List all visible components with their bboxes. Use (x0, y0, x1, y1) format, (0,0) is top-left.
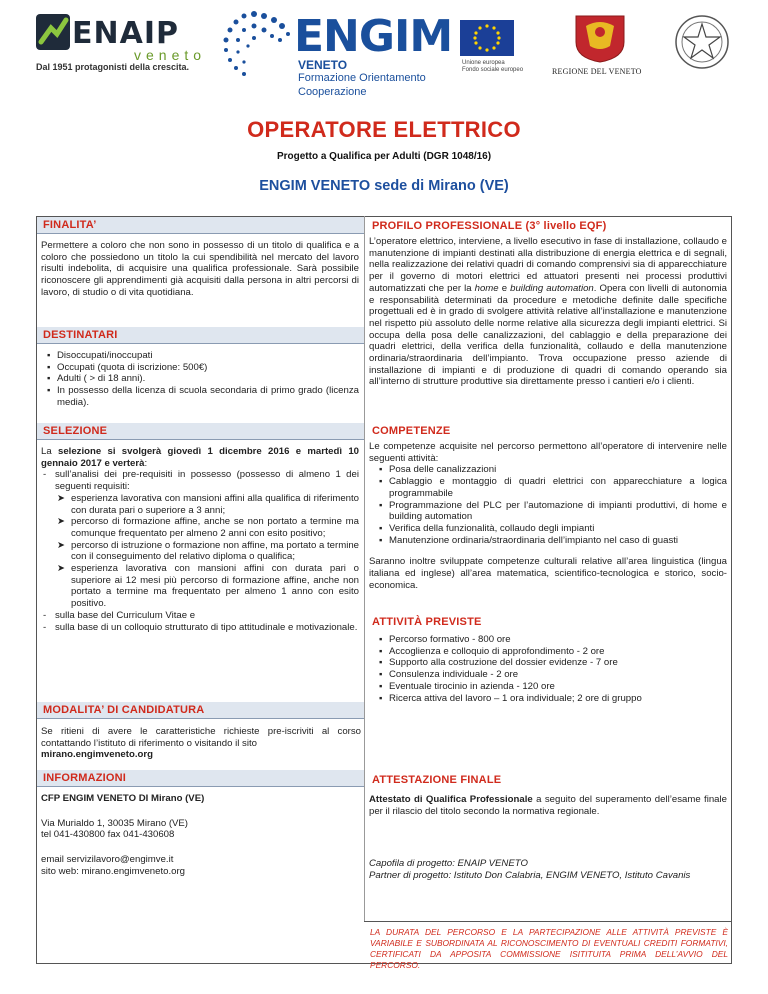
column-divider (364, 216, 365, 921)
modalita-heading: MODALITA’ DI CANDIDATURA (37, 702, 364, 719)
informazioni-body (41, 793, 359, 878)
enaip-tagline: Dal 1951 protagonisti della crescita. (36, 62, 190, 72)
finalita-heading: FINALITA’ (37, 217, 364, 234)
selezione-criterion: - sulla base del Curriculum Vitae e (43, 609, 196, 621)
requirement-item: ➤ esperienza lavorativa con mansioni affini alla qualifica di riferimento con durata pari o superiore a 3 anni; (57, 492, 359, 516)
italian-republic-emblem (674, 14, 730, 70)
regione-veneto-caption: REGIONE DEL VENETO (552, 67, 642, 76)
sede-title: ENGIM VENETO sede di Mirano (VE) (259, 178, 509, 194)
competenze-intro: Le competenze acquisite nel percorso permettono all’operatore di intervenire nelle seguenti attività: (369, 441, 727, 464)
selezione-body (41, 446, 359, 633)
competenze-body (369, 441, 727, 591)
regione-veneto-logo (548, 12, 658, 76)
destinatari-list (45, 350, 359, 409)
eu-caption: Unione europea Fondo sociale europeo (462, 60, 524, 74)
modalita-text: Se ritieni di avere le caratteristiche richieste pre-iscriviti al corso contattando l’istituto di riferimento o visitando il sito mirano.engimveneto.org (41, 726, 727, 761)
selezione-criterion: - sull’analisi dei pre-requisiti in possesso (possesso di almeno 1 dei seguenti requisiti: (43, 469, 359, 493)
competenze-outro: Saranno inoltre sviluppate competenze culturali relative all’area linguistica (lingua italiana ed inglese) all’area matematica, scientifico-tecnologica e storico, socio-economica. (369, 556, 727, 591)
requirement-item: ➤ esperienza lavorativa con mansioni affini con durata pari o superiore ai 12 mesi più percorso di formazione affine, anche non portato a termine ma frequentato per almeno 1 anno con esito positivo. (57, 563, 359, 610)
list-item: ▪ Ricerca attiva del lavoro – 1 ora individuale; 2 ore di gruppo (377, 693, 727, 705)
requirement-item: ➤ percorso di istruzione o formazione non affine, ma portato a termine con il conseguimento del relativo diploma o qualifica; (57, 539, 359, 563)
engim-dots-icon (214, 8, 294, 78)
selezione-intro: La selezione si svolgerà giovedì 1 dicembre 2016 e martedì 10 gennaio 2017 e verterà: (41, 446, 359, 469)
duration-note: LA DURATA DEL PERCORSO E LA PARTECIPAZIONE ALLE ATTIVITÀ PREVISTE È VARIABILE E SUBORDINATA AL RICONOSCIMENTO DI EVENTUALI CREDITI FORMATIVI, CERTIFICATI DA APPOSITA COMMISSIONE ISITITUITA PRIMA DELL’AVVIO DEL PERCORSO. (370, 927, 728, 970)
list-item: ▪ Programmazione del PLC per l’automazione di impianti produttivi, di home e building automation (377, 500, 727, 523)
duration-note-box (364, 921, 732, 970)
competenze-list (369, 464, 727, 546)
italian-emblem-icon (674, 14, 730, 70)
list-item: ▪ Cablaggio e montaggio di quadri elettrici con apparecchiature a logica programmabile (377, 476, 727, 499)
info-phone: tel 041-430800 fax 041-430608 (41, 829, 175, 841)
list-item: ▪ Adulti ( > di 18 anni). (45, 373, 359, 385)
list-item: ▪ Occupati (quota di iscrizione: 500€) (45, 362, 359, 374)
finalita-text: Permettere a coloro che non sono in possesso di un titolo di qualifica e a coloro che possiedono un titolo la cui spendibilità nel mercato del lavoro risulti indebolita, di acquisire una qualifica professionale. Sarà possibile riconoscere gli apprendimenti già acquisiti dalla persona in altri percorsi di lavoro, di studio o di vita quotidiana. (41, 240, 359, 298)
engim-logo (214, 6, 453, 102)
selezione-heading: SELEZIONE (37, 423, 364, 440)
list-item: ▪ Consulenza individuale - 2 ore (377, 669, 727, 681)
enaip-wordmark: ENAIP (72, 16, 179, 51)
list-item: ▪ In possesso della licenza di scuola secondaria di primo grado (licenza media). (45, 385, 359, 408)
attestazione-text: Attestato di Qualifica Professionale a seguito del superamento dell’esame finale per il rilascio del titolo secondo la normativa regionale. (369, 794, 727, 817)
list-item: ▪ Posa delle canalizzazioni (377, 464, 727, 476)
capofila-line: Capofila di progetto: ENAIP VENETO (369, 858, 528, 869)
engim-tagline-1: Formazione Orientamento (298, 72, 426, 84)
eu-logo (460, 20, 526, 82)
capofila-block (369, 858, 727, 881)
info-address: Via Murialdo 1, 30035 Mirano (VE) (41, 817, 189, 829)
destinatari-heading: DESTINATARI (37, 327, 364, 344)
list-item: ▪ Accoglienza e colloquio di approfondimento - 2 ore (377, 646, 727, 658)
informazioni-heading: INFORMAZIONI (37, 770, 364, 787)
competenze-heading: COMPETENZE (372, 425, 451, 437)
enaip-logo (36, 14, 207, 76)
selezione-criterion: - sulla base di un colloquio strutturato di tipo attitudinale e motivazionale. (43, 621, 358, 633)
info-email-link[interactable]: email servizilavoro@engimve.it (41, 854, 174, 866)
engim-tagline-2: Cooperazione (298, 86, 367, 98)
enaip-region: veneto (134, 47, 207, 63)
veneto-lion-icon (570, 12, 630, 64)
attivita-heading: ATTIVITÀ PREVISTE (372, 616, 482, 628)
attestazione-heading: ATTESTAZIONE FINALE (372, 774, 502, 786)
list-item: ▪ Percorso formativo - 800 ore (377, 634, 727, 646)
list-item: ▪ Manutenzione ordinaria/straordinaria dell’impianto nel caso di guasti (377, 535, 727, 547)
engim-wordmark: ENGIM (294, 11, 453, 62)
profilo-heading: PROFILO PROFESSIONALE (3° livello EQF) (372, 220, 607, 232)
course-title: OPERATORE ELETTRICO (247, 117, 521, 142)
list-item: ▪ Eventuale tirocinio in azienda - 120 ore (377, 681, 727, 693)
profilo-text: L’operatore elettrico, interviene, a livello esecutivo in fase di installazione, collaudo e manutenzione di impianti destinati alla distribuzione di energia elettrica e di segnali, nella realizzazione dei relativi quadri di comando comprensivi sia di apparecchiature per il governo di motori elettrici ed attuatori presenti nei processi produttivi automatizzati che per la home e building automation. Opera con livelli di autonomia e responsabilità determinati da procedure e metodiche definite dalle specifiche progettuali ed è in grado di svolgere attività relative all’installazione e manutenzione nel rispetto più assoluto delle norme relative alla sicurezza degli impianti elettrici. Si occupa della posa delle canalizzazioni, del cablaggio e della preparazione dei quadri elettrici, della verifica della funzionalità, collaudo e della manutenzione ordinaria/straordinaria dell’impianto. Trova occupazione presso aziende di installazione di impianti e di produzione di quadri di comando operando sia all’interno di strutture produttive sia direttamente presso i cantieri e/o i clienti. (369, 236, 727, 388)
list-item: ▪ Disoccupati/inoccupati (45, 350, 359, 362)
engim-region: VENETO (298, 58, 348, 72)
list-item: ▪ Verifica della funzionalità, collaudo degli impianti (377, 523, 727, 535)
eu-flag-icon (460, 20, 514, 56)
info-institute-name: CFP ENGIM VENETO DI Mirano (VE) (41, 793, 205, 804)
list-item: ▪ Supporto alla costruzione del dossier evidenze - 7 ore (377, 657, 727, 669)
partner-line: Partner di progetto: Istituto Don Calabria, ENGIM VENETO, Istituto Cavanis (369, 869, 691, 881)
enaip-mark-icon (36, 14, 70, 50)
info-website-link[interactable]: sito web: mirano.engimveneto.org (41, 865, 185, 877)
requirement-item: ➤ percorso di formazione affine, anche se non portato a termine ma comunque frequentato per almeno 2 anni con esito positivo; (57, 516, 359, 539)
attivita-list (377, 634, 727, 704)
modalita-site-link[interactable]: mirano.engimveneto.org (41, 749, 153, 761)
course-subtitle: Progetto a Qualifica per Adulti (DGR 1048/16) (276, 151, 492, 162)
